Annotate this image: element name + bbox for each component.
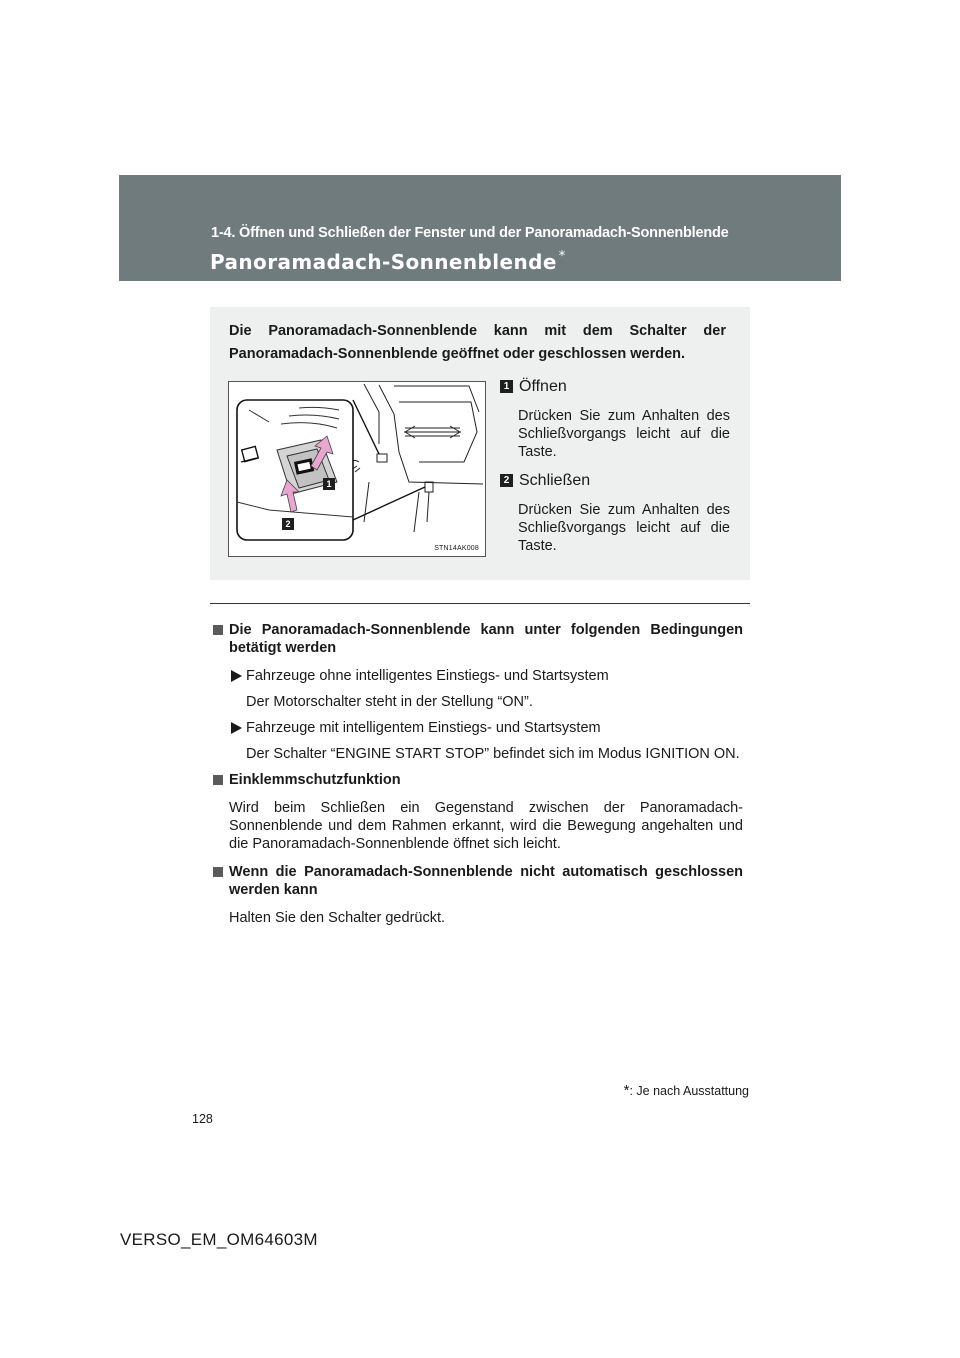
note-1-item-2-text: Der Schalter “ENGINE START STOP” befindet sich im Modus IGNITION ON. xyxy=(246,746,740,762)
footnote xyxy=(578,1082,749,1099)
page-title xyxy=(210,249,566,274)
step-2-text: Drücken Sie zum Anhalten des Schließvorgangs leicht auf die Taste. xyxy=(518,502,730,554)
figure-code: STN14AK008 xyxy=(434,545,479,552)
notes-section xyxy=(213,621,743,937)
steps-list xyxy=(500,377,730,565)
info-box xyxy=(210,307,750,580)
note-1-heading xyxy=(213,621,743,657)
note-2-heading xyxy=(213,771,743,789)
square-bullet-icon xyxy=(213,867,223,877)
chapter-header xyxy=(119,175,841,281)
square-bullet-icon xyxy=(213,775,223,785)
note-2-text: Wird beim Schließen ein Gegenstand zwischen der Panoramadach-Sonnenblende und dem Rahmen erkannt, wird die Bewegung angehalten und die Panoramadach-Sonnenblende öffnet sich leicht. xyxy=(229,800,743,852)
note-1-item-2-label xyxy=(213,719,743,737)
step-2-heading xyxy=(500,471,730,491)
switch-diagram xyxy=(229,382,485,556)
footnote-text: : Je nach Ausstattung xyxy=(629,1084,749,1098)
divider xyxy=(210,603,750,604)
page-title-text: Panoramadach-Sonnenblende xyxy=(210,250,557,274)
step-2-title: Schließen xyxy=(519,472,591,489)
section-label: 1-4. Öffnen und Schließen der Fenster und der Panoramadach-Sonnenblende xyxy=(211,225,729,241)
sunshade-switch-illustration xyxy=(228,381,486,557)
document-code: VERSO_EM_OM64603M xyxy=(120,1230,318,1249)
callout-2: 2 xyxy=(282,518,294,530)
note-3-text: Halten Sie den Schalter gedrückt. xyxy=(229,910,446,926)
note-1-item-1-label xyxy=(213,667,743,685)
note-1-item-1-text: Der Motorschalter steht in der Stellung “ON”. xyxy=(246,694,533,710)
intro-text: Die Panoramadach-Sonnenblende kann mit dem Schalter der Panoramadach-Sonnenblende geöffnet oder geschlossen werden. xyxy=(229,323,726,362)
step-2-number: 2 xyxy=(500,474,513,487)
note-3-heading xyxy=(213,863,743,899)
note-1-item-2-label-text: Fahrzeuge mit intelligentem Einstiegs- und Startsystem xyxy=(246,720,601,736)
title-footnote-mark: * xyxy=(558,249,566,264)
note-2-heading-text: Einklemmschutzfunktion xyxy=(229,772,401,788)
note-1-heading-text: Die Panoramadach-Sonnenblende kann unter folgenden Bedingungen betätigt werden xyxy=(229,622,743,656)
footnote-mark: * xyxy=(623,1082,630,1099)
step-1-title: Öffnen xyxy=(519,378,567,395)
step-1-text: Drücken Sie zum Anhalten des Schließvorgangs leicht auf die Taste. xyxy=(518,408,730,460)
callout-1: 1 xyxy=(323,478,335,490)
note-3-heading-text: Wenn die Panoramadach-Sonnenblende nicht automatisch geschlossen werden kann xyxy=(229,864,743,898)
triangle-bullet-icon xyxy=(231,670,242,682)
step-1-heading xyxy=(500,377,730,397)
page-number: 128 xyxy=(192,1112,213,1126)
note-1-item-1-label-text: Fahrzeuge ohne intelligentes Einstiegs- und Startsystem xyxy=(246,668,609,684)
triangle-bullet-icon xyxy=(231,722,242,734)
step-1-number: 1 xyxy=(500,380,513,393)
square-bullet-icon xyxy=(213,625,223,635)
